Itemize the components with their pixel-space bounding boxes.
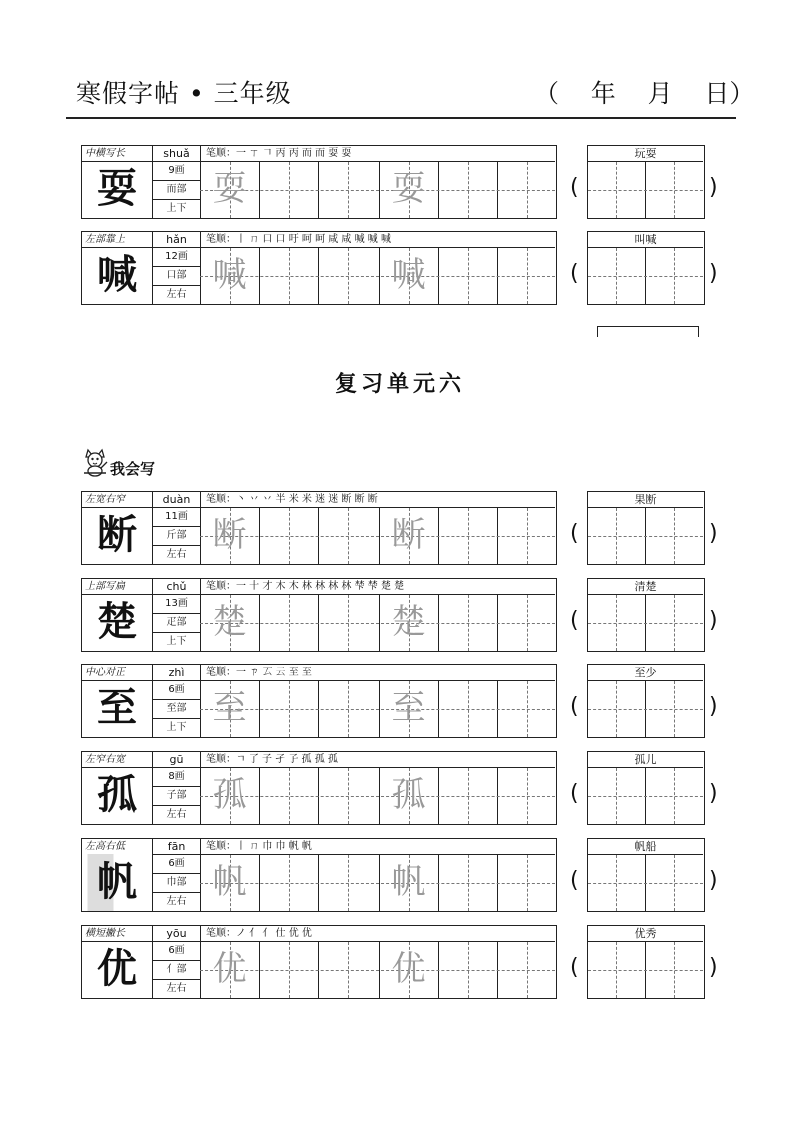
trace-character: 至 <box>212 688 247 728</box>
stroke-order <box>206 926 554 941</box>
writing-cell[interactable] <box>497 594 556 651</box>
word-writing-cell[interactable] <box>588 248 645 304</box>
writing-cell[interactable] <box>438 767 497 824</box>
writing-tip: 中横写长 <box>85 148 125 159</box>
trace-character: 断 <box>391 515 426 555</box>
radical: 子部 <box>166 790 187 801</box>
writing-cell[interactable] <box>497 247 556 304</box>
char-info-box <box>81 751 557 825</box>
paren-open: ( <box>570 175 579 200</box>
paren-close: ) <box>709 955 718 980</box>
char-practice-row <box>0 578 800 656</box>
page-title: 寒假字帖 • 三年级 <box>76 79 292 108</box>
char-practice-row <box>0 145 800 223</box>
writing-tip: 上部写扁 <box>85 581 125 592</box>
writing-cell[interactable] <box>318 854 377 911</box>
word-writing-cell[interactable] <box>588 768 645 824</box>
writing-cell[interactable] <box>318 767 377 824</box>
model-character: 孤 <box>97 772 137 818</box>
word-writing-cell[interactable] <box>646 248 703 304</box>
paren-open: ( <box>570 868 579 893</box>
char-practice-row <box>0 925 800 1003</box>
section-title: 复习单元六 <box>334 371 465 397</box>
trace-character: 楚 <box>212 602 247 642</box>
stroke-order <box>206 839 554 854</box>
writing-cell[interactable] <box>259 161 318 218</box>
stroke-order-label: 笔顺： <box>206 667 236 678</box>
model-character: 至 <box>97 685 137 731</box>
writing-cell[interactable] <box>438 161 497 218</box>
writing-cell[interactable] <box>259 941 318 998</box>
stroke-order-label: 笔顺： <box>206 234 236 245</box>
char-practice-row <box>0 838 800 916</box>
char-practice-row <box>0 231 800 309</box>
paren-open: ( <box>570 781 579 806</box>
trace-character: 耍 <box>391 169 426 209</box>
writing-cell[interactable] <box>438 247 497 304</box>
trace-character: 楚 <box>391 602 426 642</box>
writing-cell[interactable] <box>438 854 497 911</box>
word-practice-box <box>587 925 705 999</box>
writing-cell[interactable] <box>259 680 318 737</box>
model-character: 帆 <box>82 854 152 911</box>
paren-open: ( <box>570 521 579 546</box>
writing-cell[interactable] <box>438 680 497 737</box>
radical: 口部 <box>166 270 187 281</box>
word-label: 帆船 <box>634 840 657 853</box>
pinyin: chǔ <box>166 580 187 593</box>
writing-cell[interactable] <box>497 854 556 911</box>
writing-cell[interactable] <box>318 680 377 737</box>
model-character: 优 <box>97 946 137 992</box>
stroke-order <box>206 232 554 247</box>
structure: 上下 <box>166 636 187 647</box>
radical: 至部 <box>166 703 187 714</box>
stroke-order-value: 一 十 才 木 木 林 林 林 林 梺 梺 楚 楚 <box>236 581 405 592</box>
stroke-order-label: 笔顺： <box>206 841 236 852</box>
word-practice-box <box>587 145 705 219</box>
word-practice-box <box>587 491 705 565</box>
char-practice-row <box>0 491 800 569</box>
radical: 而部 <box>166 184 187 195</box>
structure: 上下 <box>166 722 187 733</box>
trace-character: 帆 <box>391 862 426 902</box>
word-practice-box <box>587 838 705 912</box>
stroke-order <box>206 752 554 767</box>
radical: 亻部 <box>166 964 187 975</box>
trace-character: 优 <box>212 949 247 989</box>
structure: 左右 <box>166 896 187 907</box>
stroke-count: 9画 <box>168 165 185 176</box>
char-info-box <box>81 491 557 565</box>
writing-cell[interactable] <box>259 507 318 564</box>
writing-cell[interactable] <box>259 247 318 304</box>
radical: 斤部 <box>166 530 187 541</box>
radical: 疋部 <box>166 617 187 628</box>
word-writing-cell[interactable] <box>646 508 703 564</box>
stroke-order-value: ㄱ 了 子 孑 孒 孤 孤 孤 <box>236 754 338 765</box>
word-practice-box <box>587 231 705 305</box>
writing-cell[interactable] <box>438 941 497 998</box>
word-writing-cell[interactable] <box>588 681 645 737</box>
writing-cell[interactable] <box>318 941 377 998</box>
writing-cell[interactable] <box>318 161 377 218</box>
word-writing-cell[interactable] <box>646 681 703 737</box>
structure: 左右 <box>166 549 187 560</box>
trace-character: 孤 <box>391 775 426 815</box>
char-practice-row <box>0 664 800 742</box>
stroke-count: 12画 <box>165 251 188 262</box>
word-label: 玩耍 <box>634 147 657 160</box>
pinyin: duàn <box>162 493 191 506</box>
word-writing-cell[interactable] <box>646 942 703 998</box>
paren-open: ( <box>570 694 579 719</box>
trace-character: 耍 <box>212 169 247 209</box>
word-writing-cell[interactable] <box>646 855 703 911</box>
writing-cell[interactable] <box>318 507 377 564</box>
stroke-order-label: 笔顺： <box>206 494 236 505</box>
writing-tip: 中心对正 <box>85 667 125 678</box>
stroke-count: 13画 <box>165 598 188 609</box>
writing-tip: 左宽右窄 <box>85 494 125 505</box>
char-practice-row <box>0 751 800 829</box>
writing-cell[interactable] <box>259 594 318 651</box>
model-character: 耍 <box>97 166 137 212</box>
stroke-order <box>206 146 554 161</box>
structure: 上下 <box>166 203 187 214</box>
model-character: 楚 <box>97 599 137 645</box>
structure: 左右 <box>166 983 187 994</box>
writing-cell[interactable] <box>318 247 377 304</box>
char-info-box <box>81 231 557 305</box>
writing-cell[interactable] <box>259 767 318 824</box>
trace-character: 喊 <box>391 255 426 295</box>
writing-cell[interactable] <box>438 594 497 651</box>
pinyin: shuǎ <box>163 147 190 160</box>
paren-close: ) <box>709 781 718 806</box>
word-practice-box <box>587 664 705 738</box>
stroke-count: 11画 <box>165 511 188 522</box>
paren-open: ( <box>570 261 579 286</box>
char-info-box <box>81 145 557 219</box>
writing-tip: 横短撇长 <box>85 928 125 939</box>
stroke-order <box>206 492 554 507</box>
trace-character: 喊 <box>212 255 247 295</box>
writing-cell[interactable] <box>497 680 556 737</box>
date-field: （ 年 月 日） <box>534 79 755 108</box>
stroke-count: 6画 <box>168 945 185 956</box>
sub-heading-label: 我会写 <box>110 460 156 478</box>
writing-tip: 左高右低 <box>85 841 125 852</box>
char-info-box <box>81 925 557 999</box>
writing-cell[interactable] <box>497 507 556 564</box>
paren-close: ) <box>709 175 718 200</box>
model-character: 断 <box>97 512 137 558</box>
pinyin: zhì <box>168 666 185 679</box>
writing-cell[interactable] <box>497 941 556 998</box>
paren-open: ( <box>570 608 579 633</box>
writing-tip: 左窄右宽 <box>85 754 125 765</box>
paren-close: ) <box>709 694 718 719</box>
word-writing-cell[interactable] <box>588 508 645 564</box>
stroke-order-value: 丨 ㄇ 巾 巾 帆 帆 <box>236 841 312 852</box>
stroke-order <box>206 665 554 680</box>
radical: 巾部 <box>166 877 187 888</box>
header-divider <box>66 117 736 119</box>
word-practice-box <box>587 578 705 652</box>
pinyin: hǎn <box>166 233 187 246</box>
structure: 左右 <box>166 809 187 820</box>
word-practice-box <box>587 751 705 825</box>
char-info-box <box>81 838 557 912</box>
trace-character: 至 <box>391 688 426 728</box>
word-label: 果断 <box>634 493 657 506</box>
paren-close: ) <box>709 868 718 893</box>
paren-close: ) <box>709 261 718 286</box>
writing-cell[interactable] <box>497 161 556 218</box>
writing-cell[interactable] <box>259 854 318 911</box>
word-writing-cell[interactable] <box>588 942 645 998</box>
char-info-box <box>81 578 557 652</box>
writing-tip: 左部靠上 <box>85 234 125 245</box>
stroke-count: 8画 <box>168 771 185 782</box>
word-writing-cell[interactable] <box>588 162 645 218</box>
stroke-order-value: 丨 ㄇ 口 口 吁 呵 呵 咸 咸 喊 喊 喊 <box>236 234 391 245</box>
paren-close: ) <box>709 521 718 546</box>
stroke-count: 6画 <box>168 858 185 869</box>
word-writing-cell[interactable] <box>646 595 703 651</box>
word-writing-cell[interactable] <box>588 855 645 911</box>
paren-close: ) <box>709 608 718 633</box>
trace-character: 帆 <box>212 862 247 902</box>
stroke-order-value: 丶 丷 丷 半 米 米 迷 迷 断 断 断 <box>236 494 378 505</box>
trace-character: 孤 <box>212 775 247 815</box>
stroke-order-value: ノ 亻 亻 仕 优 优 <box>236 928 312 939</box>
pinyin: yōu <box>166 927 187 940</box>
stroke-count: 6画 <box>168 684 185 695</box>
stroke-order-value: 一 ㄒ 𠃍 丙 丙 而 而 耍 耍 <box>236 148 352 159</box>
word-label: 优秀 <box>634 927 657 940</box>
model-character: 喊 <box>97 252 137 298</box>
stroke-order <box>206 579 554 594</box>
word-writing-cell[interactable] <box>646 768 703 824</box>
word-label: 至少 <box>634 666 657 679</box>
stroke-order-label: 笔顺： <box>206 148 236 159</box>
trace-character: 优 <box>391 949 426 989</box>
word-writing-cell[interactable] <box>588 595 645 651</box>
stroke-order-label: 笔顺： <box>206 581 236 592</box>
pinyin: gū <box>169 753 184 766</box>
cat-mascot-icon <box>80 447 110 477</box>
pinyin: fān <box>167 840 186 853</box>
word-label: 孤儿 <box>634 753 657 766</box>
stroke-order-label: 笔顺： <box>206 754 236 765</box>
writing-cell[interactable] <box>318 594 377 651</box>
word-label: 清楚 <box>634 580 657 593</box>
char-info-box <box>81 664 557 738</box>
decorative-bracket <box>597 326 699 337</box>
stroke-order-value: 一 ㄗ 𠫔 云 至 至 <box>236 667 312 678</box>
trace-character: 断 <box>212 515 247 555</box>
writing-cell[interactable] <box>497 767 556 824</box>
writing-cell[interactable] <box>438 507 497 564</box>
structure: 左右 <box>166 289 187 300</box>
word-writing-cell[interactable] <box>646 162 703 218</box>
stroke-order-label: 笔顺： <box>206 928 236 939</box>
word-label: 叫喊 <box>634 233 657 246</box>
paren-open: ( <box>570 955 579 980</box>
